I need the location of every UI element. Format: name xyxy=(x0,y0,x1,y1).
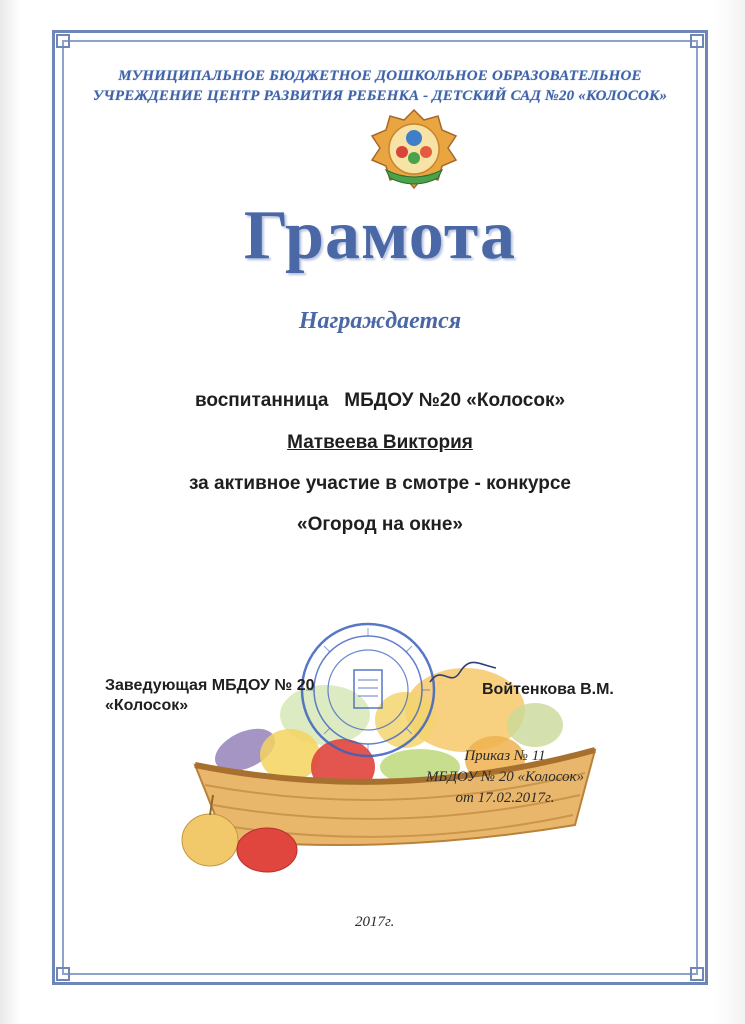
signatory-title-line-2: «Колосок» xyxy=(105,697,189,714)
signatory-title xyxy=(105,676,355,716)
organization-line-1: МУНИЦИПАЛЬНОЕ БЮДЖЕТНОЕ ДОШКОЛЬНОЕ ОБРАЗОВАТЕЛЬНОЕ xyxy=(118,68,642,84)
order-reference xyxy=(400,746,610,809)
recipient-role: воспитанница МБДОУ №20 «Колосок» xyxy=(194,390,566,411)
kindergarten-emblem-icon xyxy=(368,108,460,196)
organization-line-2: УЧРЕЖДЕНИЕ ЦЕНТР РАЗВИТИЯ РЕБЕНКА - ДЕТСКИЙ САД №20 «КОЛОСОК» xyxy=(92,88,668,104)
recipient-name: Матвеева Виктория xyxy=(287,432,473,453)
certificate-year: 2017г. xyxy=(355,914,395,930)
signatory-name: Войтенкова В.М. xyxy=(482,681,614,698)
award-reason: за активное участие в смотре - конкурсе xyxy=(188,473,571,494)
order-institution: МБДОУ № 20 «Колосок» xyxy=(425,769,585,785)
recipient-name-row xyxy=(70,432,690,454)
order-number: Приказ № 11 xyxy=(464,748,546,764)
frame-corner-bottom-right xyxy=(690,967,704,981)
contest-name: «Огород на окне» xyxy=(297,514,463,535)
frame-corner-top-left xyxy=(56,34,70,48)
awarded-heading: Награждается xyxy=(298,308,462,334)
signatory-title-line-1: Заведующая МБДОУ № 20 xyxy=(105,677,315,694)
order-date: от 17.02.2017г. xyxy=(455,790,555,806)
frame-corner-bottom-left xyxy=(56,967,70,981)
frame-corner-top-right xyxy=(690,34,704,48)
certificate-title: Грамота xyxy=(243,197,517,274)
